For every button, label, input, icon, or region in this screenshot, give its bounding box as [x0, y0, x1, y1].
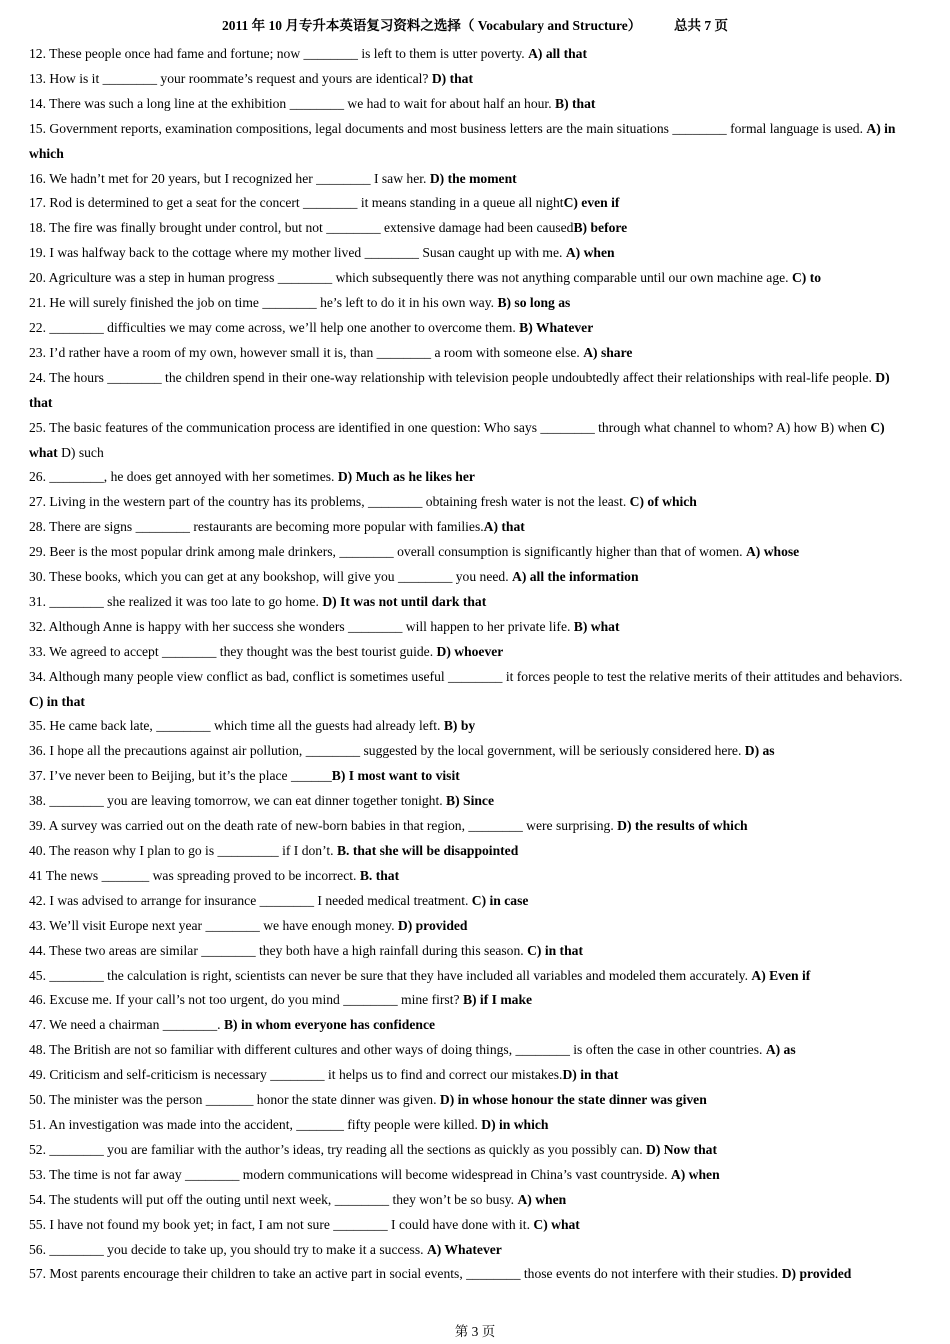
- question-item: [29, 964, 913, 989]
- question-item: [29, 316, 913, 341]
- question-item: [29, 764, 913, 789]
- question-item: [29, 789, 913, 814]
- question-answer: D) that: [29, 369, 890, 410]
- question-list: [29, 42, 913, 1287]
- question-answer: D) that: [431, 70, 473, 86]
- question-item: [29, 191, 913, 216]
- question-answer: D) Now that: [646, 1141, 717, 1157]
- question-item: [29, 1163, 913, 1188]
- question-text: 34. Although many people view conflict as bad, conflict is sometimes useful ________ it forces people to test the relative merits of their attitudes and behaviors.: [29, 668, 903, 684]
- question-text: 12. These people once had fame and fortune; now ________ is left to them is utter poverty.: [29, 46, 529, 61]
- question-answer: B) Since: [446, 793, 494, 809]
- question-item: [29, 167, 913, 192]
- question-answer: A) when: [670, 1166, 720, 1182]
- question-item: [29, 366, 913, 416]
- question-text: 20. Agriculture was a step in human progress ________ which subsequently there was not anything comparable until our own machine age.: [29, 270, 792, 286]
- question-text: 56. ________ you decide to take up, you should try to make it a success.: [29, 1241, 427, 1257]
- question-text: 32. Although Anne is happy with her success she wonders ________ will happen to her private life.: [29, 618, 574, 634]
- question-text: 44. These two areas are similar ________ they both have a high rainfall during this season.: [29, 942, 528, 958]
- question-item: [29, 590, 913, 615]
- question-item: [29, 1088, 913, 1113]
- question-item: [29, 1063, 913, 1088]
- question-text: 52. ________ you are familiar with the author’s ideas, try reading all the sections as quickly as you possibly can.: [29, 1141, 646, 1157]
- question-item: [29, 864, 913, 889]
- question-text: 48. The British are not so familiar with different cultures and other ways of doing things, ________ is often the case in other countries.: [29, 1042, 766, 1058]
- page-header: [0, 14, 950, 34]
- question-text: 26. ________, he does get annoyed with her sometimes.: [29, 469, 338, 485]
- question-item: [29, 714, 913, 739]
- question-answer: B) Whatever: [519, 319, 594, 335]
- question-text: 35. He came back late, ________ which time all the guests had already left.: [29, 718, 444, 734]
- question-text: 51. An investigation was made into the accident, _______ fifty people were killed.: [29, 1116, 482, 1132]
- question-item: [29, 1013, 913, 1038]
- question-answer: D) as: [744, 743, 775, 759]
- question-answer: D) the moment: [429, 170, 517, 186]
- question-answer: C) what: [533, 1216, 580, 1232]
- question-text: 16. We hadn’t met for 20 years, but I recognized her ________ I saw her.: [29, 170, 430, 186]
- question-answer: D) in that: [562, 1067, 619, 1083]
- question-item: [29, 416, 913, 466]
- question-answer: B) what: [573, 618, 620, 634]
- question-text: 50. The minister was the person _______ honor the state dinner was given.: [29, 1092, 440, 1108]
- question-text: 57. Most parents encourage their children to take an active part in social events, ________ those events do not interfere with their studies.: [29, 1266, 782, 1282]
- question-answer: B) I most want to visit: [331, 768, 460, 784]
- question-answer: D) Much as he likes her: [337, 469, 475, 485]
- question-item: [29, 266, 913, 291]
- question-answer: A) as: [765, 1042, 796, 1058]
- question-answer: B) in whom everyone has confidence: [223, 1017, 436, 1033]
- question-text: 31. ________ she realized it was too late to go home.: [29, 593, 323, 609]
- question-answer: D) in which: [481, 1116, 549, 1132]
- question-item: [29, 291, 913, 316]
- question-text: 19. I was halfway back to the cottage where my mother lived ________ Susan caught up with me.: [29, 245, 566, 261]
- question-text: 14. There was such a long line at the exhibition ________ we had to wait for about half an hour.: [29, 95, 556, 111]
- question-item: [29, 490, 913, 515]
- question-item: [29, 42, 913, 67]
- question-item: [29, 341, 913, 366]
- question-item: [29, 565, 913, 590]
- question-answer: B) that: [555, 95, 596, 111]
- question-answer: C) of which: [629, 494, 697, 510]
- question-text: 33. We agreed to accept ________ they thought was the best tourist guide.: [29, 643, 437, 659]
- question-answer: C) to: [791, 270, 822, 286]
- question-answer: D) the results of which: [617, 818, 748, 834]
- question-item: [29, 814, 913, 839]
- question-answer: A) all the information: [512, 569, 639, 585]
- question-answer: D) whoever: [436, 643, 504, 659]
- question-item: [29, 1038, 913, 1063]
- question-item: [29, 1188, 913, 1213]
- question-answer: C) in that: [527, 942, 583, 958]
- question-text: 29. Beer is the most popular drink among male drinkers, ________ overall consumption is significantly higher than that of women.: [29, 544, 746, 560]
- question-item: [29, 515, 913, 540]
- question-answer: B) by: [443, 718, 476, 734]
- question-item: [29, 939, 913, 964]
- question-answer: A) when: [517, 1191, 567, 1207]
- question-answer: B) if I make: [462, 992, 533, 1008]
- question-item: [29, 615, 913, 640]
- question-answer: B. that she will be disappointed: [336, 843, 519, 858]
- question-text: 36. I hope all the precautions against air pollution, ________ suggested by the local government, will be seriously considered here.: [29, 743, 745, 759]
- question-item: [29, 914, 913, 939]
- question-item: [29, 465, 913, 490]
- question-answer: C) even if: [563, 195, 620, 211]
- question-answer: A) Whatever: [426, 1241, 502, 1257]
- question-text: 37. I’ve never been to Beijing, but it’s the place ______: [29, 768, 332, 784]
- question-text: 27. Living in the western part of the country has its problems, ________ obtaining fresh water is not the least.: [29, 494, 630, 510]
- question-item: [29, 665, 913, 715]
- question-item: [29, 67, 913, 92]
- question-text: 24. The hours ________ the children spend in their one-way relationship with television people undoubtedly affect their relationships with real-life people.: [29, 369, 876, 385]
- question-answer: D) in whose honour the state dinner was given: [439, 1092, 707, 1108]
- question-text: 43. We’ll visit Europe next year ________ we have enough money.: [29, 917, 398, 933]
- question-text: 45. ________ the calculation is right, scientists can never be sure that they have included all variables and modeled them accurately.: [29, 967, 752, 983]
- question-answer: C) in that: [29, 693, 85, 709]
- question-text: 15. Government reports, examination compositions, legal documents and most business letters are the main situations ________ formal language is used.: [29, 120, 867, 136]
- question-text: 54. The students will put off the outing until next week, ________ they won’t be so busy.: [29, 1191, 518, 1207]
- question-answer: A) whose: [745, 544, 800, 560]
- question-text: 17. Rod is determined to get a seat for the concert ________ it means standing in a queue all night: [29, 195, 564, 211]
- question-text: 40. The reason why I plan to go is _________ if I don’t.: [29, 843, 337, 858]
- question-answer: A) Even if: [751, 967, 811, 983]
- question-text: 41 The news _______ was spreading proved to be incorrect.: [29, 867, 360, 883]
- question-text: 13. How is it ________ your roommate’s request and yours are identical?: [29, 70, 432, 86]
- question-text: 22. ________ difficulties we may come across, we’ll help one another to overcome them.: [29, 319, 520, 335]
- question-item: [29, 739, 913, 764]
- question-item: [29, 640, 913, 665]
- question-item: [29, 988, 913, 1013]
- question-text: 30. These books, which you can get at any bookshop, will give you ________ you need.: [29, 569, 513, 585]
- question-text: 28. There are signs ________ restaurants are becoming more popular with families.: [29, 519, 484, 535]
- question-item: [29, 92, 913, 117]
- question-answer: B) before: [573, 220, 628, 236]
- question-text: 25. The basic features of the communication process are identified in one question: Who says ________ through what channel to whom? A) how B) when: [29, 419, 871, 435]
- question-answer: C) what: [29, 419, 885, 460]
- document-title: 2011 年 10 月专升本英语复习资料之选择（ Vocabulary and Structure）: [221, 18, 642, 33]
- page-footer: [0, 1320, 950, 1340]
- question-item: [29, 889, 913, 914]
- question-answer: B. that: [359, 867, 400, 883]
- question-answer: A) that: [483, 519, 525, 535]
- question-text: 42. I was advised to arrange for insurance ________ I needed medical treatment.: [29, 892, 472, 908]
- question-answer: C) in case: [471, 892, 529, 908]
- question-item: [29, 839, 913, 864]
- question-text: 55. I have not found my book yet; in fact, I am not sure ________ I could have done with it.: [29, 1216, 534, 1232]
- question-text: 38. ________ you are leaving tomorrow, we can eat dinner together tonight.: [29, 793, 447, 809]
- question-text: 46. Excuse me. If your call’s not too urgent, do you mind ________ mine first?: [29, 992, 463, 1008]
- question-tail: D) such: [57, 444, 104, 460]
- question-text: 47. We need a chairman ________.: [29, 1017, 224, 1033]
- question-text: 39. A survey was carried out on the death rate of new-born babies in that region, ________ were surprising.: [29, 818, 618, 834]
- question-text: 21. He will surely finished the job on time ________ he’s left to do it in his own way.: [29, 295, 498, 311]
- question-answer: A) in which: [29, 120, 896, 161]
- question-answer: D) It was not until dark that: [322, 593, 487, 609]
- question-item: [29, 1262, 913, 1287]
- question-text: 23. I’d rather have a room of my own, however small it is, than ________ a room with someone else.: [29, 344, 584, 360]
- question-answer: A) all that: [528, 46, 587, 61]
- question-item: [29, 241, 913, 266]
- question-text: 49. Criticism and self-criticism is necessary ________ it helps us to find and correct our mistakes.: [29, 1067, 563, 1083]
- question-answer: A) share: [583, 344, 633, 360]
- question-answer: A) when: [565, 245, 615, 261]
- question-answer: D) provided: [397, 917, 468, 933]
- question-text: 18. The fire was finally brought under control, but not ________ extensive damage had been caused: [29, 220, 574, 236]
- question-text: 53. The time is not far away ________ modern communications will become widespread in China’s vast countryside.: [29, 1166, 671, 1182]
- page-number: 第 3 页: [454, 1324, 496, 1339]
- question-answer: D) provided: [781, 1266, 852, 1282]
- question-item: [29, 216, 913, 241]
- total-pages: 总共 7 页: [674, 18, 729, 33]
- question-item: [29, 1113, 913, 1138]
- question-item: [29, 1238, 913, 1263]
- question-answer: B) so long as: [497, 295, 571, 311]
- question-item: [29, 1138, 913, 1163]
- question-item: [29, 1213, 913, 1238]
- question-item: [29, 540, 913, 565]
- question-item: [29, 117, 913, 167]
